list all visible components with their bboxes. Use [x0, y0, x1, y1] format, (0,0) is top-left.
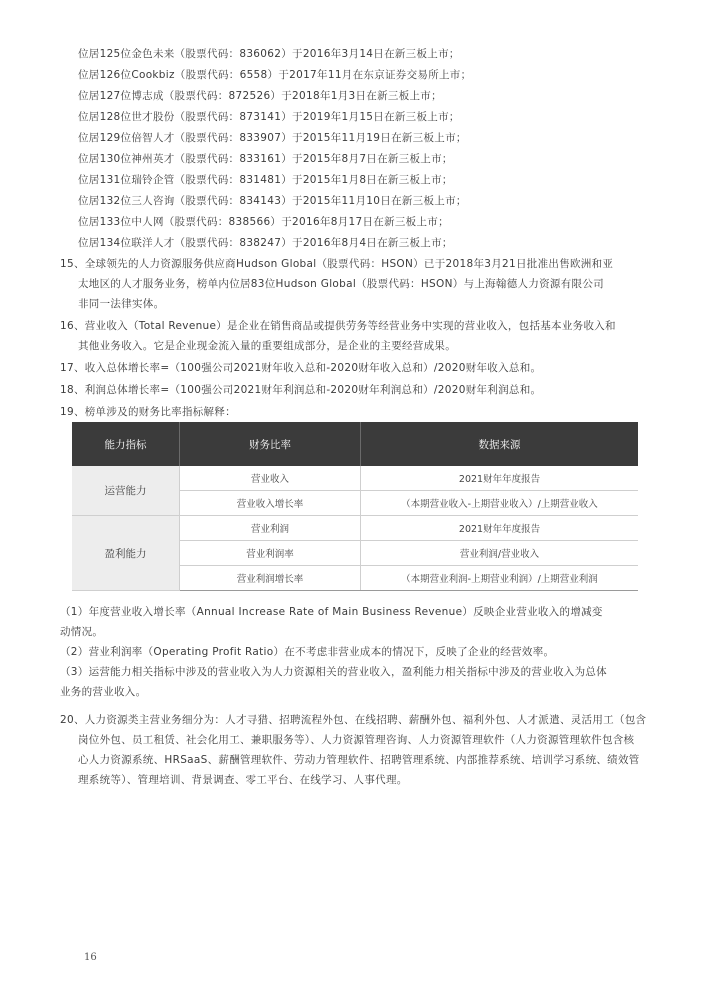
financial-ratio-table	[72, 422, 638, 591]
listing-line: 位居132位三人咨询（股票代码：834143）于2015年11月10日在新三板上市；	[78, 195, 467, 207]
source-cell: 2021财年年度报告	[361, 516, 639, 541]
source-cell: （本期营业利润-上期营业利润）/上期营业利润	[361, 566, 639, 591]
table-row	[72, 516, 638, 541]
note-20-line: 20、人力资源类主营业务细分为：人才寻猎、招聘流程外包、在线招聘、薪酬外包、福利外包、人才派遣、灵活用工（包含	[60, 714, 647, 726]
ratio-cell: 营业收入	[180, 466, 361, 491]
note-18: 18、利润总体增长率=（100强公司2021财年利润总和-2020财年利润总和）/2020财年利润总和。	[60, 384, 542, 396]
note-19: 19、榜单涉及的财务比率指标解释：	[60, 406, 236, 418]
group-operating: 运营能力	[72, 466, 180, 516]
ratio-cell: 营业收入增长率	[180, 491, 361, 516]
note-15-line: 太地区的人才服务业务，榜单内位居83位Hudson Global（股票代码：HSON）与上海翰德人力资源有限公司	[78, 278, 604, 290]
group-profitability: 盈利能力	[72, 516, 180, 591]
note-15-line: 非同一法律实体。	[78, 298, 165, 310]
listing-line: 位居126位Cookbiz（股票代码：6558）于2017年11月在东京证券交易所上市；	[78, 69, 472, 81]
footnote-line: 业务的营业收入。	[60, 686, 147, 698]
listing-line: 位居131位瑞铃企管（股票代码：831481）于2015年1月8日在新三板上市；	[78, 174, 453, 186]
listing-line: 位居125位金色未来（股票代码：836062）于2016年3月14日在新三板上市；	[78, 48, 460, 60]
source-cell: （本期营业收入-上期营业收入）/上期营业收入	[361, 491, 639, 516]
ratio-cell: 营业利润增长率	[180, 566, 361, 591]
page-number: 16	[84, 952, 97, 963]
note-16-line: 其他业务收入。它是企业现金流入量的重要组成部分，是企业的主要经营成果。	[78, 340, 456, 352]
footnote-line: 动情况。	[60, 626, 104, 638]
note-20-line: 理系统等）、管理培训、背景调查、零工平台、在线学习、人事代理。	[78, 774, 408, 786]
listing-line: 位居128位世才股份（股票代码：873141）于2019年1月15日在新三板上市；	[78, 111, 460, 123]
ratio-cell: 营业利润	[180, 516, 361, 541]
source-cell: 2021财年年度报告	[361, 466, 639, 491]
source-cell: 营业利润/营业收入	[361, 541, 639, 566]
table-header-row	[72, 422, 638, 466]
ratio-cell: 营业利润率	[180, 541, 361, 566]
header-capability: 能力指标	[72, 422, 180, 466]
note-17: 17、收入总体增长率=（100强公司2021财年收入总和-2020财年收入总和）/2020财年收入总和。	[60, 362, 542, 374]
note-20-line: 心人力资源系统、HRSaaS、薪酬管理软件、劳动力管理软件、招聘管理系统、内部推荐系统、培训学习系统、绩效管	[78, 754, 640, 766]
listing-line: 位居130位神州英才（股票代码：833161）于2015年8月7日在新三板上市；	[78, 153, 453, 165]
header-source: 数据来源	[361, 422, 639, 466]
footnote-line: （1）年度营业收入增长率（Annual Increase Rate of Main Business Revenue）反映企业营业收入的增减变	[60, 606, 603, 618]
table-row	[72, 466, 638, 491]
listing-line: 位居129位倍智人才（股票代码：833907）于2015年11月19日在新三板上市；	[78, 132, 467, 144]
note-15-line: 15、全球领先的人力资源服务供应商Hudson Global（股票代码：HSON）已于2018年3月21日批准出售欧洲和亚	[60, 258, 614, 270]
note-16-line: 16、营业收入（Total Revenue）是企业在销售商品或提供劳务等经营业务中实现的营业收入，包括基本业务收入和	[60, 320, 616, 332]
footnote-line: （2）营业利润率（Operating Profit Ratio）在不考虑非营业成本的情况下，反映了企业的经营效率。	[60, 646, 555, 658]
listing-line: 位居134位联洋人才（股票代码：838247）于2016年8月4日在新三板上市；	[78, 237, 453, 249]
note-20-line: 岗位外包、员工租赁、社会化用工、兼职服务等）、人力资源管理咨询、人力资源管理软件（人力资源管理软件包含核	[78, 734, 635, 746]
listing-line: 位居133位中人网（股票代码：838566）于2016年8月17日在新三板上市；	[78, 216, 449, 228]
footnote-line: （3）运营能力相关指标中涉及的营业收入为人力资源相关的营业收入，盈利能力相关指标中涉及的营业收入为总体	[60, 666, 607, 678]
listing-line: 位居127位博志成（股票代码：872526）于2018年1月3日在新三板上市；	[78, 90, 442, 102]
header-ratio: 财务比率	[180, 422, 361, 466]
